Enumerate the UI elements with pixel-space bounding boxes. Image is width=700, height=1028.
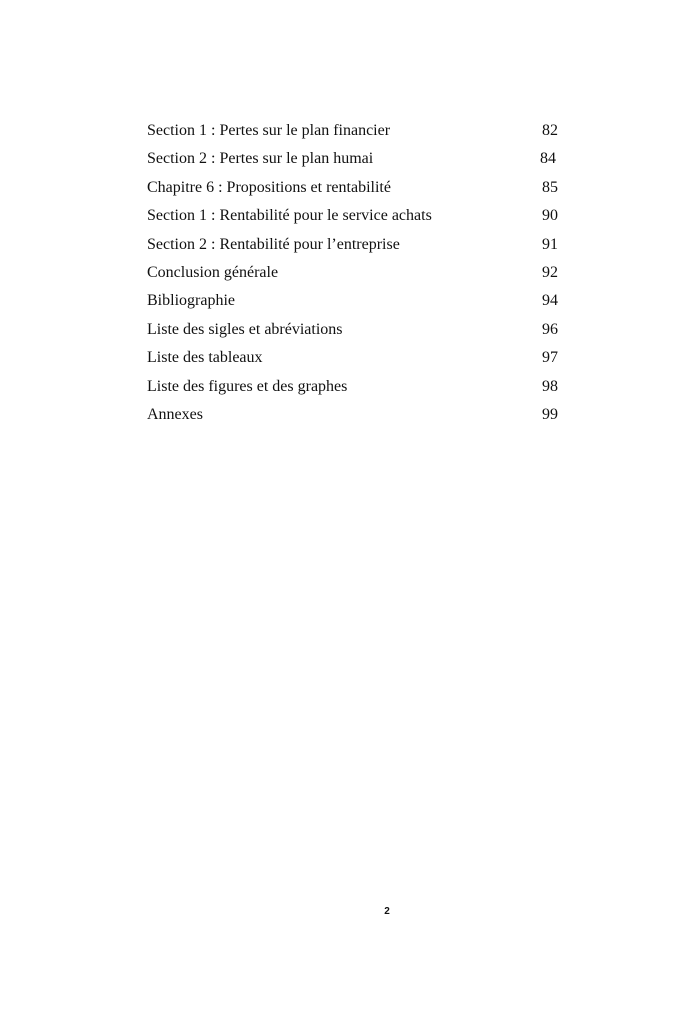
toc-entry-page: 98 bbox=[542, 377, 558, 395]
toc-entry-title: Section 1 : Rentabilité pour le service achats bbox=[147, 207, 432, 225]
toc-entry bbox=[147, 376, 558, 404]
toc-entry bbox=[147, 148, 558, 176]
toc-entry-title: Annexes bbox=[147, 405, 203, 423]
toc-entry-page: 99 bbox=[542, 405, 558, 423]
toc-entry bbox=[147, 290, 558, 318]
toc-entry-title: Section 2 : Pertes sur le plan humai bbox=[147, 150, 374, 168]
toc-entry bbox=[147, 234, 558, 262]
toc-entry-page: 96 bbox=[542, 320, 558, 338]
toc-entry-title: Section 2 : Rentabilité pour l’entreprise bbox=[147, 235, 400, 253]
toc-entry bbox=[147, 404, 558, 432]
toc-entry-page: 84 bbox=[540, 150, 556, 168]
toc-entry-title: Conclusion générale bbox=[147, 263, 279, 281]
toc-entry-title: Bibliographie bbox=[147, 292, 235, 310]
page-number: 2 bbox=[384, 906, 390, 917]
toc-entry-title: Liste des tableaux bbox=[147, 349, 263, 367]
toc-entry bbox=[147, 120, 558, 148]
toc-entry-page: 90 bbox=[542, 207, 558, 225]
toc-entry-title: Liste des sigles et abréviations bbox=[147, 320, 343, 338]
toc-entry-page: 91 bbox=[542, 235, 558, 253]
toc-entry-title: Chapitre 6 : Propositions et rentabilité bbox=[147, 178, 391, 196]
toc-entry-page: 82 bbox=[542, 122, 558, 139]
toc-entry-page: 85 bbox=[542, 178, 558, 196]
toc-entry-title: Liste des figures et des graphes bbox=[147, 377, 348, 395]
table-of-contents bbox=[147, 120, 558, 432]
toc-entry bbox=[147, 319, 558, 347]
toc-entry bbox=[147, 205, 558, 233]
toc-entry-title: Section 1 : Pertes sur le plan financier bbox=[147, 122, 391, 139]
toc-entry-page: 94 bbox=[542, 292, 558, 310]
toc-entry bbox=[147, 347, 558, 375]
toc-entry bbox=[147, 262, 558, 290]
toc-entry-page: 97 bbox=[542, 349, 558, 367]
toc-entry-page: 92 bbox=[542, 263, 558, 281]
toc-entry bbox=[147, 177, 558, 205]
